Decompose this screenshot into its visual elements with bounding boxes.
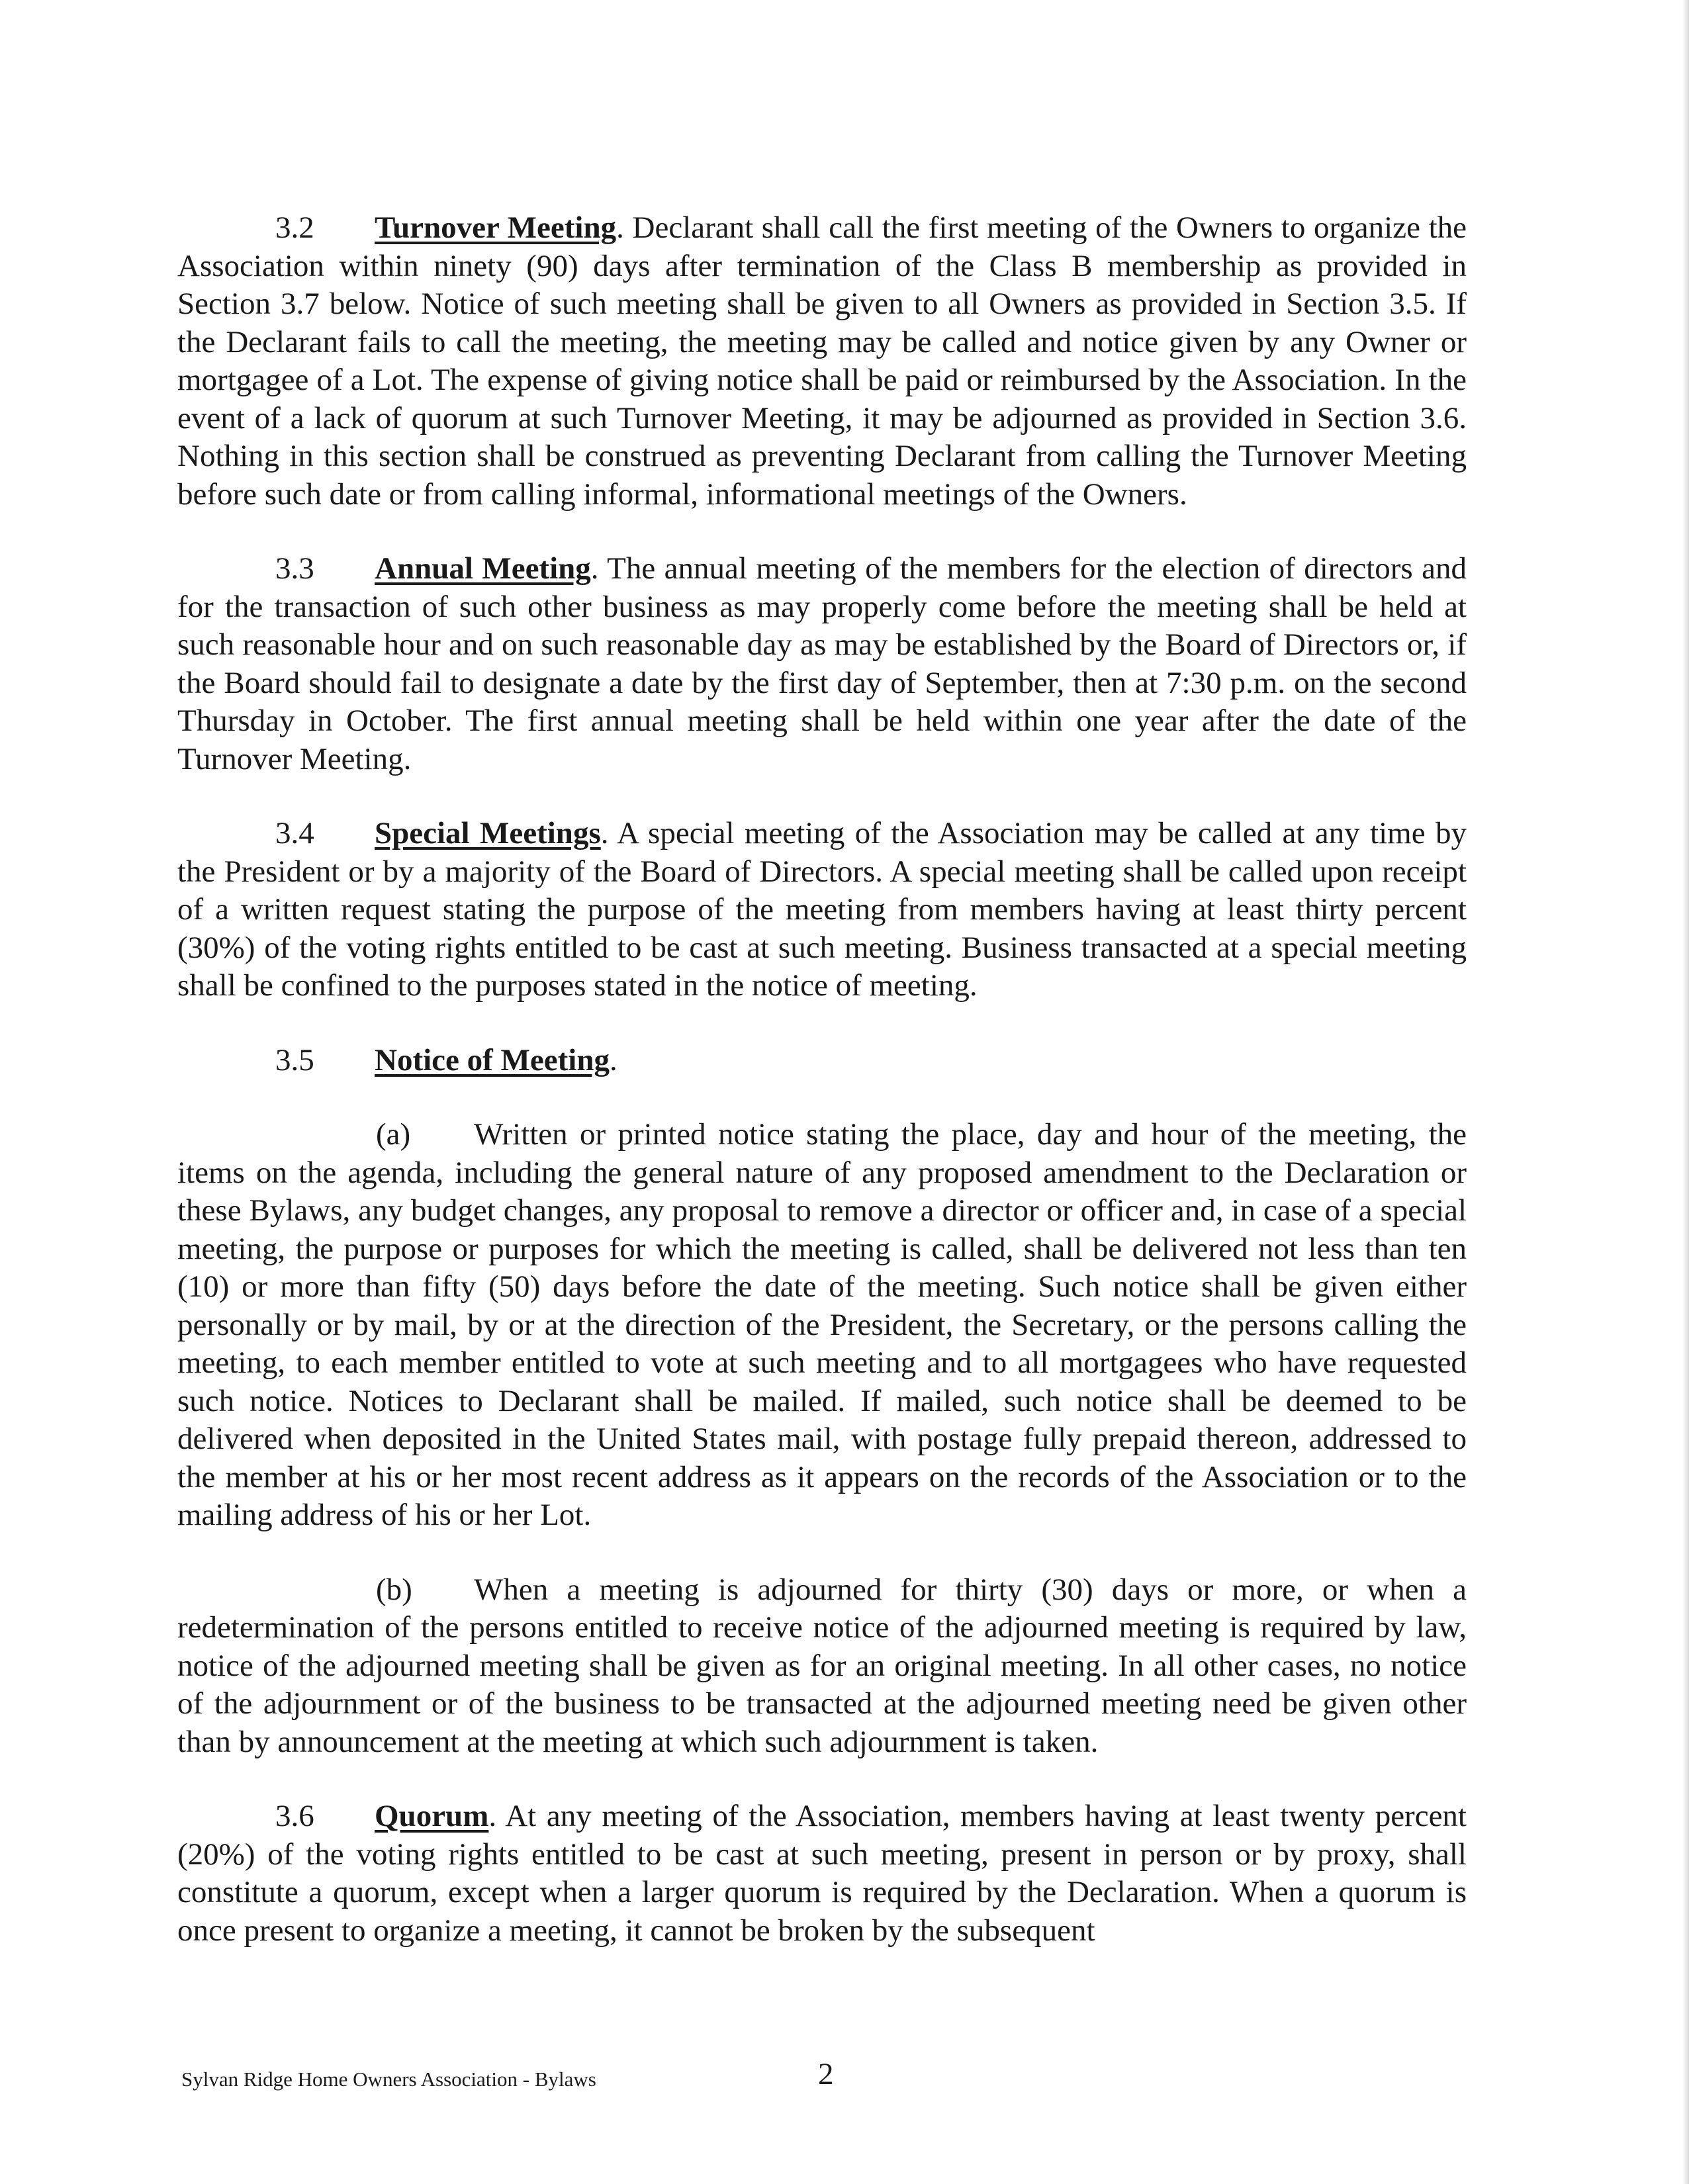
subsection-label: (a) — [376, 1117, 411, 1152]
section-text: At any meeting of the Association, members having at least twenty percent (20%) of the voting rights entitled to be cast at such meeting, present in person or by proxy, shall constitute a quorum, except when a larger quorum is required by the Declaration. When a quorum is once present to organize a meeting, it cannot be broken by the subsequent — [177, 1799, 1467, 1948]
subsection-text: When a meeting is adjourned for thirty (30) days or more, or when a redetermination of the persons entitled to receive notice of the adjourned meeting is required by law, notice of the adjourned meeting shall be given as for an original meeting. In all other cases, no notice of the adjournment or of the business to be transacted at the adjourned meeting need be given other than by announcement at the meeting at which such adjournment is taken. — [177, 1572, 1467, 1759]
section-number: 3.3 — [275, 551, 314, 586]
section-text: The annual meeting of the members for the election of directors and for the transaction of such other business as may properly come before the meeting shall be held at such reasonable hour and on such reasonable day as may be established by the Board of Directors or, if the Board should fail to designate a date by the first day of September, then at 7:30 p.m. on the second Thursday in October. The first annual meeting shall be held within one year after the date of the Turnover Meeting. — [177, 551, 1467, 776]
subsection-3-5-b — [177, 1571, 1467, 1762]
page-number: 2 — [818, 2057, 834, 2091]
section-text: Declarant shall call the first meeting of the Owners to organize the Association within ninety (90) days after termination of the Class B membership as provided in Section 3.7 below. Notice of such meeting shall be given to all Owners as provided in Section 3.5. If the Declarant fails to call the meeting, the meeting may be called and notice given by any Owner or mortgagee of a Lot. The expense of giving notice shall be paid or reimbursed by the Association. In the event of a lack of quorum at such Turnover Meeting, it may be adjourned as provided in Section 3.6. Nothing in this section shall be construed as preventing Declarant from calling the Turnover Meeting before such date or from calling informal, informational meetings of the Owners. — [177, 210, 1467, 512]
section-3-5: 3.5 Notice of Meeting. — [177, 1042, 1467, 1080]
section-text: A special meeting of the Association may be called at any time by the President or by a majority of the Board of Directors. A special meeting shall be called upon receipt of a written request stating the purpose of the meeting from members having at least thirty percent (30%) of the voting rights entitled to be cast at such meeting. Business transacted at a special meeting shall be confined to the purposes stated in the notice of meeting. — [177, 816, 1467, 1003]
section-number: 3.6 — [275, 1799, 314, 1833]
section-3-3: 3.3 Annual Meeting. The annual meeting of the members for the election of directors and for the transaction of such other business as may properly come before the meeting shall be held at such reasonable hour and on such reasonable day as may be established by the Board of Directors or, if the Board should fail to designate a date by the first day of September, then at 7:30 p.m. on the second Thursday in October. The first annual meeting shall be held within one year after the date of the Turnover Meeting. — [177, 551, 1467, 776]
footer-document-title: Sylvan Ridge Home Owners Association - Bylaws — [181, 2068, 596, 2091]
section-heading: Quorum — [375, 1799, 489, 1833]
section-number: 3.5 — [275, 1042, 314, 1077]
section-heading: Special Meetings — [375, 816, 601, 850]
section-heading: Annual Meeting — [375, 551, 591, 586]
subsection-3-5-a — [177, 1116, 1467, 1535]
subsection-label: (b) — [376, 1572, 412, 1607]
section-number: 3.4 — [275, 816, 314, 850]
section-heading: Notice of Meeting — [375, 1042, 610, 1077]
subsection-text: Written or printed notice stating the place, day and hour of the meeting, the items on the agenda, including the general nature of any proposed amendment to the Declaration or these Bylaws, any budget changes, any proposal to remove a director or officer and, in case of a special meeting, the purpose or purposes for which the meeting is called, shall be delivered not less than ten (10) or more than fifty (50) days before the date of the meeting. Such notice shall be given either personally or by mail, by or at the direction of the President, the Secretary, or the persons calling the meeting, to each member entitled to vote at such meeting and to all mortgagees who have requested such notice. Notices to Declarant shall be mailed. If mailed, such notice shall be deemed to be delivered when deposited in the United States mail, with postage fully prepaid thereon, addressed to the member at his or her most recent address as it appears on the records of the Association or to the mailing address of his or her Lot. — [177, 1117, 1467, 1532]
section-heading: Turnover Meeting — [375, 210, 617, 245]
section-3-2: 3.2 Turnover Meeting. Declarant shall call the first meeting of the Owners to organize the Association within ninety (90) days after termination of the Class B membership as provided in Section 3.7 below. Notice of such meeting shall be given to all Owners as provided in Section 3.5. If the Declarant fails to call the meeting, the meeting may be called and notice given by any Owner or mortgagee of a Lot. The expense of giving notice shall be paid or reimbursed by the Association. In the event of a lack of quorum at such Turnover Meeting, it may be adjourned as provided in Section 3.6. Nothing in this section shall be construed as preventing Declarant from calling the Turnover Meeting before such date or from calling informal, informational meetings of the Owners. — [177, 210, 1467, 512]
section-3-6: 3.6 Quorum. At any meeting of the Association, members having at least twenty percent (20%) of the voting rights entitled to be cast at such meeting, present in person or by proxy, shall constitute a quorum, except when a larger quorum is required by the Declaration. When a quorum is once present to organize a meeting, it cannot be broken by the subsequent — [177, 1799, 1467, 1948]
section-number: 3.2 — [275, 210, 314, 245]
section-3-4: 3.4 Special Meetings. A special meeting of the Association may be called at any time by the President or by a majority of the Board of Directors. A special meeting shall be called upon receipt of a written request stating the purpose of the meeting from members having at least thirty percent (30%) of the voting rights entitled to be cast at such meeting. Business transacted at a special meeting shall be confined to the purposes stated in the notice of meeting. — [177, 816, 1467, 1003]
document-body — [177, 209, 1467, 1986]
scan-page-edge — [1682, 0, 1689, 2184]
